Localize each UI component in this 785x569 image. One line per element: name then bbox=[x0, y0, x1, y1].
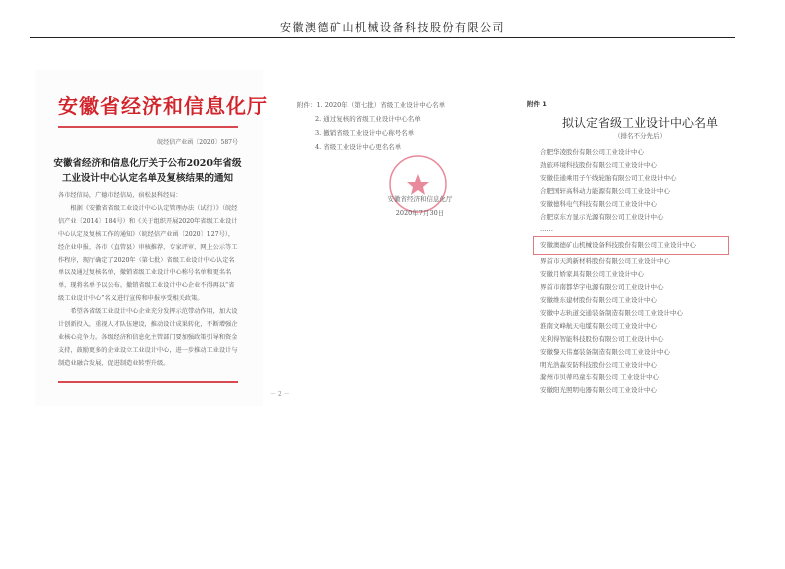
annex-subtitle: （排名不分先后） bbox=[614, 132, 666, 140]
list-item: 明光浩淼安防科技股份公司工业设计中心 bbox=[540, 360, 657, 369]
list-item: 劲旅环境科技股份有限公司工业设计中心 bbox=[540, 160, 657, 169]
attachment-item: 4. 省级工业设计中心更名名单 bbox=[315, 143, 402, 151]
signature-block bbox=[370, 192, 470, 220]
document-number: 皖经信产业函〔2020〕587号 bbox=[157, 139, 238, 146]
list-item: 安徽中志轨道交通装备制造有限公司工业设计中心 bbox=[540, 308, 683, 317]
attachments-list bbox=[297, 98, 445, 154]
notice-body bbox=[58, 190, 240, 371]
list-item: 合肥国轩高科动力能源有限公司工业设计中心 bbox=[540, 186, 670, 195]
company-list bbox=[540, 146, 726, 397]
attachment-item: 3. 撤销省级工业设计中心称号名单 bbox=[315, 129, 415, 137]
page-header-company: 安徽澳德矿山机械设备科技股份有限公司 bbox=[280, 21, 505, 34]
list-item: 安徽黎天伟嘉装备制造有限公司工业设计中心 bbox=[540, 347, 670, 356]
attachment-item: 2. 通过复核的省级工业设计中心名单 bbox=[315, 115, 421, 123]
salutation: 各市经信局，广德市经信局，宿松县科经局： bbox=[58, 192, 182, 199]
list-item: 滁州市贝蒂玛童车有限公司 工业设计中心 bbox=[540, 373, 660, 382]
attachment-item: 附件：1. 2020年（第七批）省级工业设计中心名单 bbox=[297, 101, 446, 109]
annex-label: 附件 1 bbox=[527, 100, 547, 108]
header-divider bbox=[30, 37, 735, 38]
annex-title: 拟认定省级工业设计中心名单 bbox=[561, 116, 718, 130]
issuer-red-title: 安徽省经济和信息化厅 bbox=[58, 94, 268, 118]
list-item: 安徽阳光照明电器有限公司工业设计中心 bbox=[540, 386, 657, 395]
list-item: 界首市天鸿新材料股份有限公司工业设计中心 bbox=[540, 257, 670, 266]
list-item: 合肥华凌股份有限公司工业设计中心 bbox=[540, 148, 644, 156]
list-item: 淮南文峰航天电缆有限公司工业设计中心 bbox=[540, 321, 657, 330]
list-item: 安徽佳通乘用子午线轮胎有限公司工业设计中心 bbox=[540, 173, 677, 182]
red-divider-top bbox=[58, 126, 238, 128]
notice-heading-line1: 安徽省经济和信息化厅关于公布2020年省级 bbox=[53, 158, 242, 169]
list-item: 合肥京东方显示光源有限公司工业设计中心 bbox=[540, 212, 664, 221]
page-number: － 2 － bbox=[270, 391, 290, 398]
list-item: 安徽德科电气科技有限公司工业设计中心 bbox=[540, 199, 657, 208]
list-item: 光利得智能科技股份有限公司工业设计中心 bbox=[540, 334, 664, 343]
highlighted-list-item: 安徽澳德矿山机械设备科技股份有限公司工业设计中心 bbox=[536, 239, 726, 252]
notice-heading-line2: 工业设计中心认定名单及复核结果的通知 bbox=[61, 173, 233, 184]
body-paragraph: 根据《安徽省省级工业设计中心认定管理办法（试行）》（皖经信产业〔2014〕184号）和《关于组织开展2020年省级工业设计中心认定及复核工作的通知》（皖经信产业函〔2020〕127号），经企业申报、各市（直管县）审核推荐、专家评审、网上公示等工作程序，现厅确定了2020年（第七批）省级工业设计中心认定名单以及通过复核名单，撤销省级工业设计中心称号名单和更名名单，现将名单予以公布。撤销省级工业设计中心企业不得再以“省级工业设计中心”名义进行宣传和申报享受相关政策。 bbox=[58, 204, 238, 303]
list-item: 界首市南都华宇电源有限公司工业设计中心 bbox=[540, 283, 664, 292]
list-item: 安徽月娇家具有限公司工业设计中心 bbox=[540, 270, 644, 279]
list-ellipsis: …… bbox=[540, 225, 553, 234]
signature-date: 2020年7月30日 bbox=[395, 209, 445, 217]
signature-org: 安徽省经济和信息化厅 bbox=[387, 195, 453, 203]
list-item: 安徽维东建材股份有限公司工业设计中心 bbox=[540, 295, 657, 304]
red-divider-bottom bbox=[58, 381, 238, 383]
body-paragraph: 希望各省级工业设计中心企业充分发挥示范带动作用，加大设计创新投入，重视人才队伍建设，推动设计成果转化，不断增强企业核心竞争力。各级经济和信息化主管部门要加强政策引导和资金支持，鼓励更多的企业设立工业设计中心，进一步推动工业设计与制造业融合发展，促进制造业转型升级。 bbox=[58, 308, 238, 367]
